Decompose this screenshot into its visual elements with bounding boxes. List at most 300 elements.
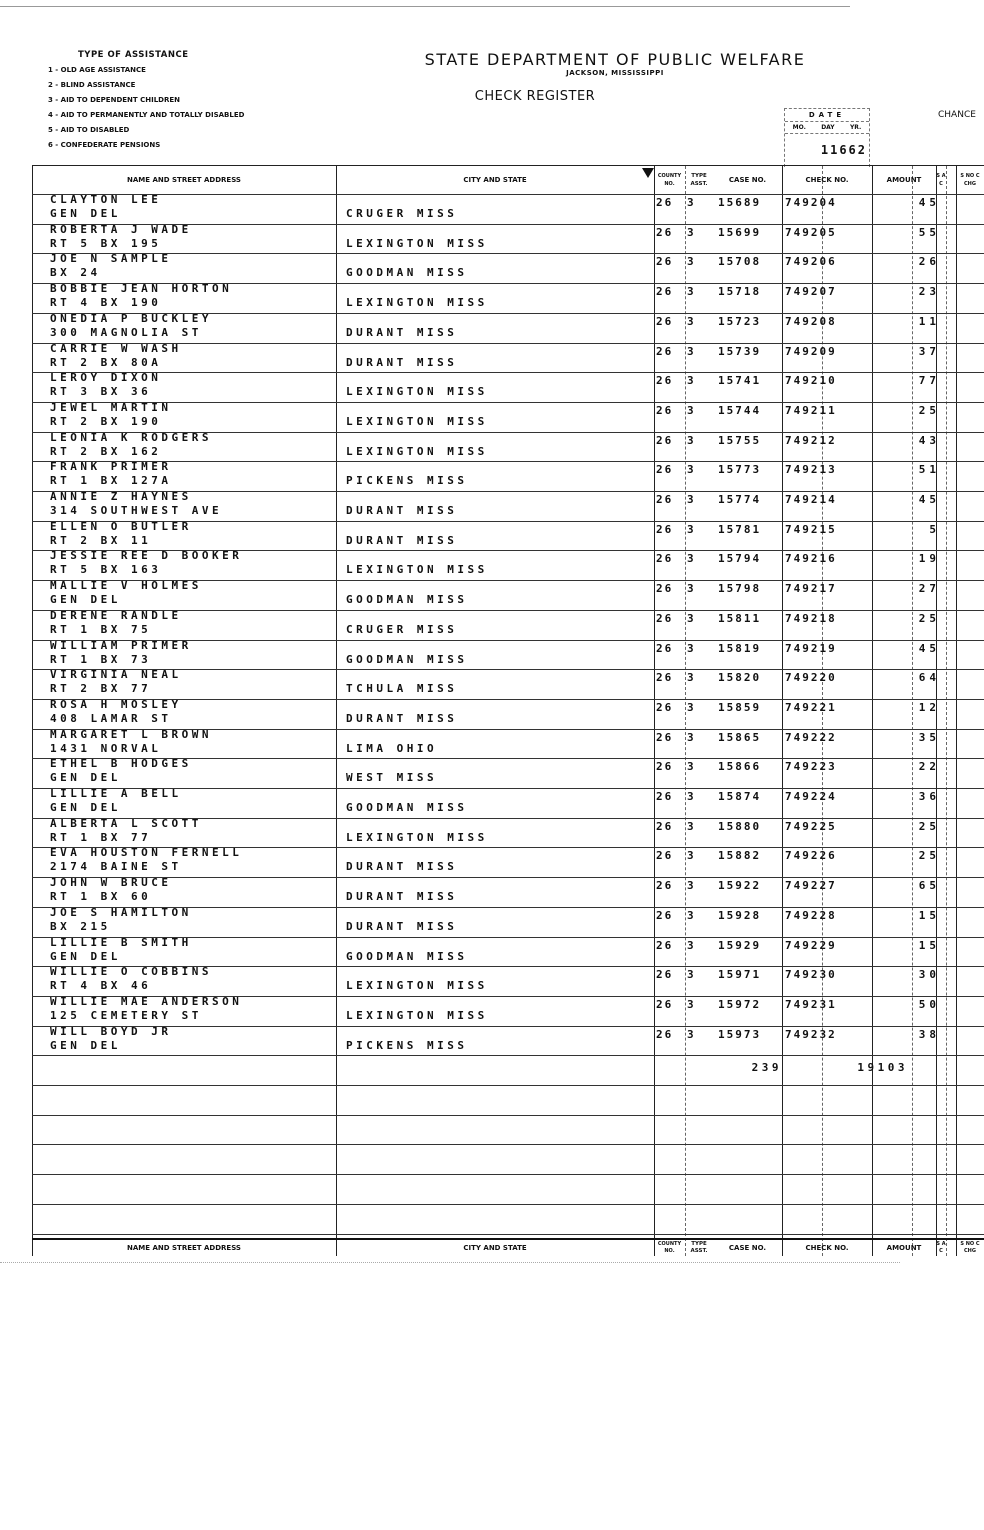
amount-value: 55 [918,225,940,239]
type-asst: 3 [687,493,698,506]
county-no: 26 [656,968,674,982]
payee-name: FRANK PRIMER [50,460,172,474]
check-no: 749204 [785,196,837,209]
amount-value: 45 [918,493,940,506]
payee-city: LEXINGTON MISS [346,414,488,428]
payee-city: GOODMAN MISS [346,652,468,666]
legend-item: 6 - CONFEDERATE PENSIONS [48,141,161,149]
payee-street: GEN DEL [50,771,121,785]
case-no: 15811 [718,611,762,625]
check-no: 749230 [785,968,837,982]
table-row [32,521,984,551]
county-no: 26 [656,225,674,239]
table-row [32,966,984,996]
table-row [32,432,984,462]
payee-street: RT 5 BX 163 [50,563,162,577]
case-no: 15928 [718,908,762,922]
total-count: 239 [751,1061,782,1074]
department-location: JACKSON, MISSISSIPPI [566,69,664,77]
check-no: 749227 [785,879,837,893]
amount-value: 25 [918,403,940,417]
table-row [32,729,984,759]
col-amount-header: AMOUNT [886,176,922,184]
table-row [32,253,984,283]
payee-name: WILLIE O COBBINS [50,965,212,979]
amount-value: 15 [918,908,940,922]
case-no: 15773 [718,463,762,477]
table-row [32,818,984,848]
table-row [32,402,984,432]
payee-city: DURANT MISS [346,325,458,339]
county-no: 26 [656,344,674,358]
payee-city: DURANT MISS [346,860,458,874]
county-no: 26 [656,493,674,506]
check-no: 749207 [785,285,837,299]
amount-value: 25 [918,849,940,863]
col-county-footer: COUNTY NO. [657,1241,682,1254]
check-no: 749232 [785,1027,837,1041]
county-no: 26 [656,582,674,596]
county-no: 26 [656,819,674,833]
case-no: 15798 [718,582,762,596]
type-asst: 3 [687,849,698,863]
case-no: 15865 [718,730,762,744]
amount-value: 11 [918,314,940,328]
county-no: 26 [656,255,674,269]
county-no: 26 [656,938,674,952]
check-no: 749209 [785,344,837,358]
chance-label: CHANCE [938,110,976,120]
table-row [32,610,984,640]
payee-name: JESSIE REE D BOOKER [50,549,243,563]
type-asst: 3 [687,314,698,328]
payee-street: GEN DEL [50,593,121,607]
col-sac-footer: S A C [936,1241,946,1254]
county-no: 26 [656,760,674,774]
check-no: 749206 [785,255,837,269]
amount-value: 30 [918,968,940,982]
date-box [784,108,870,167]
payee-name: LEROY DIXON [50,371,162,385]
bottom-edge [0,1262,900,1263]
payee-street: GEN DEL [50,949,121,963]
check-no: 749216 [785,552,837,566]
amount-value: 25 [918,611,940,625]
payee-street: 125 CEMETERY ST [50,1008,202,1022]
col-type-footer: TYPE ASST. [690,1241,708,1254]
amount-value: 27 [918,582,940,596]
type-asst: 3 [687,819,698,833]
county-no: 26 [656,730,674,744]
payee-name: LEONIA K RODGERS [50,430,212,444]
county-no: 26 [656,700,674,714]
payee-name: WILLIAM PRIMER [50,638,192,652]
check-no: 749231 [785,997,837,1011]
county-no: 26 [656,790,674,803]
check-no: 749205 [785,225,837,239]
assistance-legend [48,48,244,153]
payee-name: LILLIE B SMITH [50,935,192,949]
case-no: 15874 [718,790,762,803]
county-no: 26 [656,908,674,922]
type-asst: 3 [687,522,698,536]
county-no: 26 [656,879,674,893]
payee-street: 300 MAGNOLIA ST [50,325,202,339]
payee-name: CLAYTON LEE [50,193,162,206]
case-no: 15723 [718,314,762,328]
date-value: 11662 [820,143,867,157]
payee-street: GEN DEL [50,1038,121,1052]
payee-street: RT 1 BX 73 [50,652,152,666]
case-no: 15971 [718,968,762,982]
amount-value: 64 [918,671,940,685]
payee-name: DERENE RANDLE [50,608,182,622]
legend-item: 4 - AID TO PERMANENTLY AND TOTALLY DISABLED [48,111,245,119]
county-no: 26 [656,552,674,566]
check-no: 749212 [785,433,837,447]
amount-value: 37 [918,344,940,358]
case-no: 15739 [718,344,762,358]
amount-value: 45 [918,641,940,655]
legend-title: TYPE OF ASSISTANCE [78,50,189,60]
table-row [32,194,984,224]
check-no: 749219 [785,641,837,655]
payee-city: LEXINGTON MISS [346,444,488,458]
county-no: 26 [656,433,674,447]
register-title: CHECK REGISTER [474,89,596,104]
payee-name: MALLIE V HOLMES [50,579,202,593]
table-row [32,343,984,373]
blank-row-rule [32,1144,984,1145]
amount-value: 22 [918,760,940,774]
payee-name: MARGARET L BROWN [50,727,212,741]
table-row [32,788,984,818]
payee-city: GOODMAN MISS [346,801,468,814]
col-amount-footer: AMOUNT [886,1243,922,1252]
case-no: 15972 [718,997,762,1011]
col-case-footer: CASE NO. [728,1243,767,1252]
payee-city: LEXINGTON MISS [346,1008,488,1022]
county-no: 26 [656,314,674,328]
case-no: 15689 [718,196,762,209]
check-no: 749224 [785,790,837,803]
amount-value: 26 [918,255,940,269]
case-no: 15755 [718,433,762,447]
case-no: 15820 [718,671,762,685]
payee-name: ROSA H MOSLEY [50,697,182,711]
county-no: 26 [656,374,674,388]
col-name-footer: NAME AND STREET ADDRESS [127,1243,241,1252]
type-asst: 3 [687,1027,698,1041]
type-asst: 3 [687,255,698,269]
payee-name: JOE N SAMPLE [50,252,172,266]
case-no: 15741 [718,374,762,388]
county-no: 26 [656,611,674,625]
blank-row-rule [32,1204,984,1205]
check-no: 749229 [785,938,837,952]
county-no: 26 [656,463,674,477]
payee-street: RT 4 BX 46 [50,979,152,993]
payee-street: GEN DEL [50,207,121,220]
county-no: 26 [656,196,674,209]
date-mo-label: MO. [792,124,806,131]
legend-item: 2 - BLIND ASSISTANCE [48,81,136,89]
type-asst: 3 [687,938,698,952]
county-no: 26 [656,522,674,536]
payee-street: BX 215 [50,919,111,933]
check-no: 749228 [785,908,837,922]
payee-street: RT 3 BX 36 [50,385,152,399]
check-no: 749220 [785,671,837,685]
amount-value: 23 [918,285,940,299]
payee-city: CRUGER MISS [346,207,458,220]
col-nochg-footer: S NO C CHG [960,1241,980,1254]
county-no: 26 [656,403,674,417]
payee-street: GEN DEL [50,801,121,814]
type-asst: 3 [687,374,698,388]
blank-row-rule [32,1174,984,1175]
amount-value: 77 [918,374,940,388]
county-no: 26 [656,641,674,655]
col-name-header: NAME AND STREET ADDRESS [127,176,241,184]
check-no: 749211 [785,403,837,417]
col-sac-header: S A C [936,173,946,187]
type-asst: 3 [687,552,698,566]
payee-street: RT 1 BX 75 [50,622,152,636]
payee-street: 1431 NORVAL [50,741,162,755]
amount-value: 36 [918,790,940,803]
payee-street: 2174 BAINE ST [50,860,182,874]
col-check-footer: CHECK NO. [805,1243,849,1252]
col-city-header: CITY AND STATE [463,176,527,184]
payee-city: GOODMAN MISS [346,266,468,280]
payee-city: DURANT MISS [346,355,458,369]
table-row [32,1026,984,1056]
col-nochg-header: S NO C CHG [960,173,980,187]
payee-name: WILLIE MAE ANDERSON [50,994,243,1008]
payee-name: ROBERTA J WADE [50,222,192,236]
date-day-label: DAY [821,124,835,131]
table-row [32,937,984,967]
payee-city: LEXINGTON MISS [346,563,488,577]
col-case-header: CASE NO. [728,176,767,184]
payee-name: ONEDIA P BUCKLEY [50,311,212,325]
payee-name: BOBBIE JEAN HORTON [50,282,233,296]
check-no: 749226 [785,849,837,863]
table-row [32,580,984,610]
payee-name: ALBERTA L SCOTT [50,816,202,830]
payee-street: RT 1 BX 127A [50,474,172,488]
payee-name: ANNIE Z HAYNES [50,490,192,503]
payee-name: JOE S HAMILTON [50,905,192,919]
payee-city: LIMA OHIO [346,741,438,755]
county-no: 26 [656,997,674,1011]
type-asst: 3 [687,611,698,625]
blank-row-rule [32,1085,984,1086]
amount-value: 65 [918,879,940,893]
payee-street: RT 1 BX 60 [50,890,152,904]
check-no: 749210 [785,374,837,388]
payee-name: VIRGINIA NEAL [50,668,182,682]
type-asst: 3 [687,285,698,299]
payee-city: PICKENS MISS [346,1038,468,1052]
col-check-header: CHECK NO. [805,176,849,184]
payee-street: RT 4 BX 190 [50,296,162,310]
amount-value: 38 [918,1027,940,1041]
amount-value: 15 [918,938,940,952]
case-no: 15929 [718,938,762,952]
amount-value: 5 [929,522,940,536]
case-no: 15794 [718,552,762,566]
payee-city: DURANT MISS [346,533,458,547]
type-asst: 3 [687,879,698,893]
check-no: 749214 [785,493,837,506]
payee-name: JEWEL MARTIN [50,400,172,414]
payee-city: LEXINGTON MISS [346,296,488,310]
payee-name: LILLIE A BELL [50,787,182,800]
amount-value: 19 [918,552,940,566]
county-no: 26 [656,1027,674,1041]
county-no: 26 [656,285,674,299]
case-no: 15973 [718,1027,762,1041]
check-no: 749221 [785,700,837,714]
type-asst: 3 [687,730,698,744]
payee-city: DURANT MISS [346,711,458,725]
legend-item: 3 - AID TO DEPENDENT CHILDREN [48,96,181,104]
payee-city: PICKENS MISS [346,474,468,488]
county-no: 26 [656,671,674,685]
payee-street: RT 1 BX 77 [50,830,152,844]
payee-street: RT 2 BX 80A [50,355,162,369]
date-yr-label: YR. [849,124,862,131]
case-no: 15880 [718,819,762,833]
case-no: 15781 [718,522,762,536]
table-row [32,877,984,907]
table-row [32,313,984,343]
case-no: 15882 [718,849,762,863]
case-no: 15774 [718,493,762,506]
col-county-header: COUNTY NO. [657,173,682,187]
payee-city: TCHULA MISS [346,682,458,696]
table-row [32,224,984,254]
county-no: 26 [656,849,674,863]
type-asst: 3 [687,344,698,358]
payee-city: GOODMAN MISS [346,949,468,963]
table-row [32,491,984,521]
check-no: 749217 [785,582,837,596]
case-no: 15699 [718,225,762,239]
check-no: 749223 [785,760,837,774]
check-no: 749222 [785,730,837,744]
payee-city: GOODMAN MISS [346,593,468,607]
check-no: 749213 [785,463,837,477]
payee-street: RT 2 BX 11 [50,533,152,547]
case-no: 15866 [718,760,762,774]
table-row [32,996,984,1026]
payee-street: RT 5 BX 195 [50,236,162,250]
blank-row-rule [32,1115,984,1116]
type-asst: 3 [687,790,698,803]
payee-city: LEXINGTON MISS [346,385,488,399]
type-asst: 3 [687,997,698,1011]
type-asst: 3 [687,760,698,774]
payee-name: EVA HOUSTON FERNELL [50,846,243,860]
blank-row-rule [32,1234,984,1235]
type-asst: 3 [687,225,698,239]
legend-item: 1 - OLD AGE ASSISTANCE [48,66,146,74]
top-rule [0,6,850,7]
case-no: 15718 [718,285,762,299]
amount-value: 45 [918,196,940,209]
table-row [32,372,984,402]
type-asst: 3 [687,403,698,417]
col-city-footer: CITY AND STATE [463,1243,527,1252]
payee-street: RT 2 BX 162 [50,444,162,458]
type-asst: 3 [687,641,698,655]
type-asst: 3 [687,463,698,477]
payee-city: LEXINGTON MISS [346,830,488,844]
payee-city: DURANT MISS [346,504,458,517]
table-row [32,847,984,877]
legend-item: 5 - AID TO DISABLED [48,126,130,134]
payee-street: RT 2 BX 77 [50,682,152,696]
payee-city: CRUGER MISS [346,622,458,636]
case-no: 15819 [718,641,762,655]
type-asst: 3 [687,671,698,685]
payee-city: WEST MISS [346,771,438,785]
total-amount: 19103 [857,1061,908,1074]
check-no: 749208 [785,314,837,328]
payee-name: ELLEN O BUTLER [50,519,192,533]
col-type-header: TYPE ASST. [690,173,708,187]
case-no: 15744 [718,403,762,417]
payee-name: CARRIE W WASH [50,341,182,355]
type-asst: 3 [687,433,698,447]
payee-city: LEXINGTON MISS [346,236,488,250]
payee-name: WILL BOYD JR [50,1024,172,1038]
payee-name: JOHN W BRUCE [50,876,172,890]
check-no: 749215 [785,522,837,536]
date-label: DATE [785,111,869,122]
case-no: 15708 [718,255,762,269]
table-row [32,669,984,699]
table-row [32,640,984,670]
payee-street: BX 24 [50,266,101,280]
case-no: 15859 [718,700,762,714]
table-row [32,461,984,491]
case-no: 15922 [718,879,762,893]
type-asst: 3 [687,582,698,596]
table-row [32,550,984,580]
amount-value: 51 [918,463,940,477]
table-row [32,699,984,729]
payee-city: DURANT MISS [346,919,458,933]
payee-city: LEXINGTON MISS [346,979,488,993]
check-no: 749218 [785,611,837,625]
type-asst: 3 [687,908,698,922]
table-row [32,758,984,788]
type-asst: 3 [687,196,698,209]
amount-value: 50 [918,997,940,1011]
amount-value: 35 [918,730,940,744]
payee-street: 314 SOUTHWEST AVE [50,504,223,517]
type-asst: 3 [687,700,698,714]
amount-value: 25 [918,819,940,833]
type-asst: 3 [687,968,698,982]
check-no: 749225 [785,819,837,833]
payee-street: RT 2 BX 190 [50,414,162,428]
table-row [32,283,984,313]
